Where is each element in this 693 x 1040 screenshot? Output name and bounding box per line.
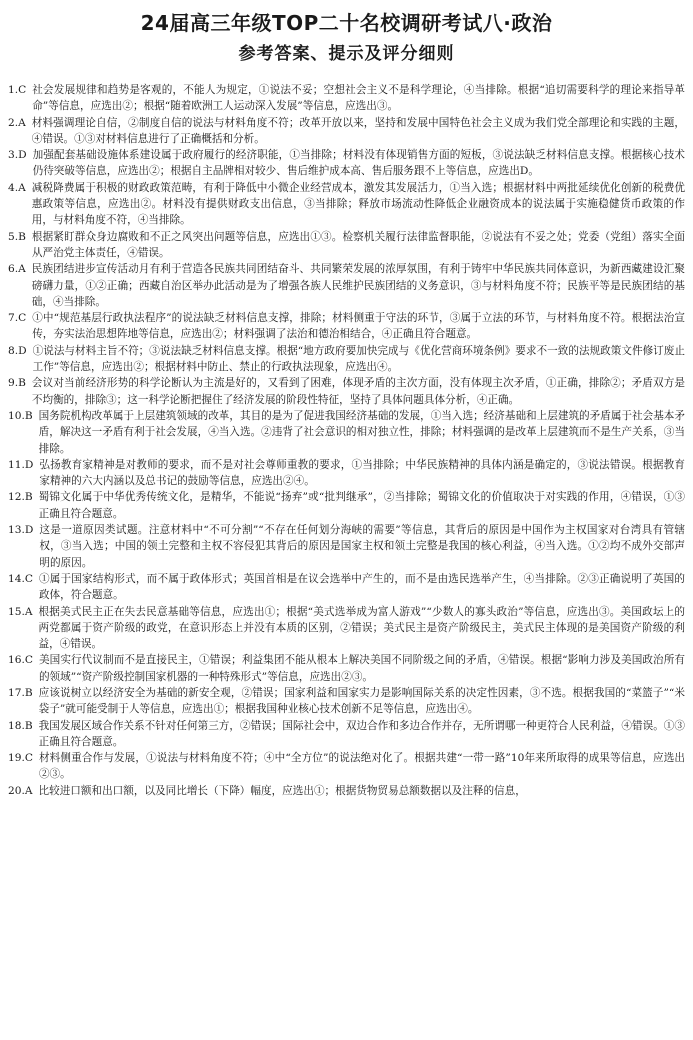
answer-letter: C [24,752,33,765]
answer-item [8,718,685,751]
explanation-text: 弘扬教育家精神是对教师的要求，而不是对社会尊师重教的要求，①当排除；中华民族精神的具体内涵是确定的，③说法错误。根据教育家精神的六大内涵以及总书记的鼓励等信息，应选出②④。 [39,458,685,488]
answer-letter: D [18,344,27,357]
answer-item [8,115,685,148]
explanation-text: 会议对当前经济形势的科学论断认为主流是好的，又看到了困难，体现矛盾的主次方面，没有体现主次矛盾，①正确，排除②；矛盾双方是不均衡的，排除③；这一科学论断把握住了经济发展的阶段性特征，坚持了具体问题具体分析，④正确。 [31,377,685,406]
explanation-text: 蜀锦文化属于中华优秀传统文化，是精华，不能说“扬弃”或“批判继承”，②当排除；蜀锦文化的价值取决于对实践的作用，④错误，①③正确且符合题意。 [38,491,685,520]
answer-letter: B [24,719,33,732]
question-number: 16. [8,654,25,667]
answer-item [8,604,685,653]
question-number: 12. [8,491,25,504]
answer-letter: C [24,572,33,585]
answer-letter: D [24,458,34,471]
answer-letter: B [24,491,33,504]
answer-item [8,522,685,571]
answer-letter: A [18,263,26,276]
question-number: 20. [8,784,25,797]
question-number: 7. [8,312,19,325]
answer-item [8,685,685,718]
page-subtitle: 参考答案、提示及评分细则 [238,44,455,64]
explanation-text: 根据美式民主正在失去民意基础等信息，应选出①；根据“美式选举成为富人游戏”“少数人的寡头政治”等信息，应选出③。美国政坛上的两党都属于资产阶级的政党，在意识形态上并没有本质的区别，②错误；美式民主是资产阶级民主，美式民主体现的是美国资产阶级的利益，④错误。 [38,605,685,651]
question-number: 18. [8,719,25,732]
answer-item [8,180,685,229]
answer-letter: A [18,116,26,129]
question-number: 10. [8,409,25,422]
explanation-text: 比较进口额和出口额，以及同比增长（下降）幅度，应选出①；根据货物贸易总额数据以及注释的信息， [38,784,526,797]
explanation-text: 材料侧重合作与发展，①说法与材料角度不符；④中“全方位”的说法绝对化了。根据共建“一带一路”10年来所取得的成果等信息，应选出②③。 [38,752,685,781]
answer-item [8,343,685,376]
question-number: 3. [8,149,19,162]
page-title: 24届高三年级TOP二十名校调研考试八·政治 [140,11,553,35]
question-number: 6. [8,263,19,276]
answer-letter: A [24,784,33,797]
question-number: 2. [8,116,19,129]
explanation-text: ①中“规范基层行政执法程序”的说法缺乏材料信息支撑，排除；材料侧重于守法的环节，③属于立法的环节，与材料角度不符。根据法治宣传，夯实法治思想阵地等信息，应选出②；材料强调了法治和德治相结合，④正确且符合题意。 [32,312,685,341]
answer-letter: B [24,686,33,699]
answer-letter: B [18,230,26,243]
answer-letter: C [18,84,27,96]
answer-letter: B [18,377,26,390]
answer-item [8,783,685,799]
explanation-text: 应该说树立以经济安全为基础的新安全观，②错误；国家利益和国家实力是影响国际关系的决定性因素，③不选。根据我国的“菜篮子”“米袋子”就可能受制于人等信息，应选出①；根据我国种业核心技术创新不足等信息，应选出④。 [38,686,685,716]
explanation-text: 加强配套基础设施体系建设属于政府履行的经济职能，①当排除；材料没有体现销售方面的短板，③说法缺乏材料信息支撑。根据核心技术仍待突破等信息，应选出②；根据自主品牌相对较少、售后维护成本高、售后服务跟不上等信息，应选出D。 [32,149,685,178]
explanation-text: ①说法与材料主旨不符；③说法缺乏材料信息支撑。根据“地方政府要加快完成与《优化营商环境条例》要求不一致的法规政策文件修订废止工作”等信息，应选出②；根据材料中防止、禁止的行政执法现象，应选出④。 [32,344,685,374]
question-number: 17. [8,686,25,699]
question-number: 13. [8,524,25,537]
answer-letter: A [24,605,33,618]
answer-item [8,375,685,408]
answer-letter: B [24,409,33,422]
explanation-text: 社会发展规律和趋势是客观的，不能人为规定，①说法不妥；空想社会主义不是科学理论，④当排除。根据“追切需要科学的理论来指导革命”等信息，应选出②；根据“随着欧洲工人运动深入发展”等信息，应选出③。 [32,84,685,113]
answer-item [8,489,685,522]
answer-item [8,408,685,457]
answer-letter: D [18,149,27,162]
answer-item [8,261,685,310]
explanation-text: 减税降费属于积极的财政政策范畴，有利于降低中小微企业经营成本，激发其发展活力，①当入选；根据材料中两批延续优化创新的税费优惠政策等信息，应选出②。材料没有提供财政支出信息，③当排除；释放市场流动性降低企业融资成本的说法属于实施稳健货币政策的作用，与材料角度不符，④当排除。 [31,181,685,227]
explanation-text: 民族团结进步宣传活动月有利于营造各民族共同团结奋斗、共同繁荣发展的浓厚氛围，有利于铸牢中华民族共同体意识，为新西藏建设汇聚磅礴力量，①②正确；西藏自治区举办此活动是为了增强各族人民维护民族团结的义务意识，③与材料角度不符；民族平等是民族团结的基础，④当排除。 [31,263,685,308]
answer-letter: C [24,654,33,667]
question-number: 9. [8,377,19,390]
question-number: 11. [8,458,25,471]
question-number: 14. [8,572,25,585]
explanation-text: 我国发展区域合作关系不针对任何第三方，②错误；国际社会中，双边合作和多边合作并存，无所谓哪一种更符合人民利益，④错误。①③正确且符合题意。 [38,719,685,748]
answer-item [8,750,685,783]
answer-letter: C [18,312,27,325]
explanation-text: 根据紧盯群众身边腐败和不正之风突出问题等信息，应选出①③。检察机关履行法律监督职能，②说法有不妥之处；党委（党组）落实全面从严治党主体责任，④错误。 [31,230,685,259]
answer-item [8,310,685,343]
answer-item [8,457,685,490]
explanation-text: 材料强调理论自信，②制度自信的说法与材料角度不符；改革开放以来，坚持和发展中国特色社会主义成为我们党全部理论和实践的主题，④错误。①③对材料信息进行了正确概括和分析。 [31,116,685,145]
explanation-text: 美国实行代议制而不是直接民主，①错误；利益集团不能从根本上解决美国不同阶级之间的矛盾，④错误。根据“影响力涉及美国政治所有的领域”“资产阶级控制国家机器的一种特殊形式”等信息，应选出②③。 [38,654,685,683]
explanation-text: 国务院机构改革属于上层建筑领域的改革，其目的是为了促进我国经济基础的发展，①当入选；经济基础和上层建筑的矛盾属于社会基本矛盾，解决这一矛盾有利于社会发展，④当入选。②违背了社会意识的相对独立性，排除；材料强调的是改革上层建筑而不是生产关系，③当排除。 [38,409,685,455]
answer-item [8,82,685,115]
explanation-text: ①属于国家结构形式，而不属于政体形式；英国首相是在议会选举中产生的，而不是由选民选举产生，④当排除。②③正确说明了英国的政体，符合题意。 [38,572,685,602]
question-number: 8. [8,344,19,357]
answer-item [8,147,685,180]
question-number: 19. [8,752,25,765]
question-number: 4. [8,181,19,194]
question-number: 1. [8,84,19,96]
answer-item [8,229,685,262]
question-number: 5. [8,230,19,243]
answer-item [8,571,685,604]
explanation-text: 这是一道原因类试题。注意材料中“不可分割”“不存在任何划分海峡的需要”等信息，其背后的原因是中国作为主权国家对台湾具有管辖权，③当入选；中国的领土完整和主权不容侵犯其背后的原因是国家主权和领土完整是我国的核心利益，④当入选。①②均不成外交部声明的原因。 [39,524,685,569]
answer-letter: A [18,181,26,194]
answer-letter: D [24,524,34,537]
answer-list [8,82,685,799]
question-number: 15. [8,605,25,618]
answer-item [8,652,685,685]
